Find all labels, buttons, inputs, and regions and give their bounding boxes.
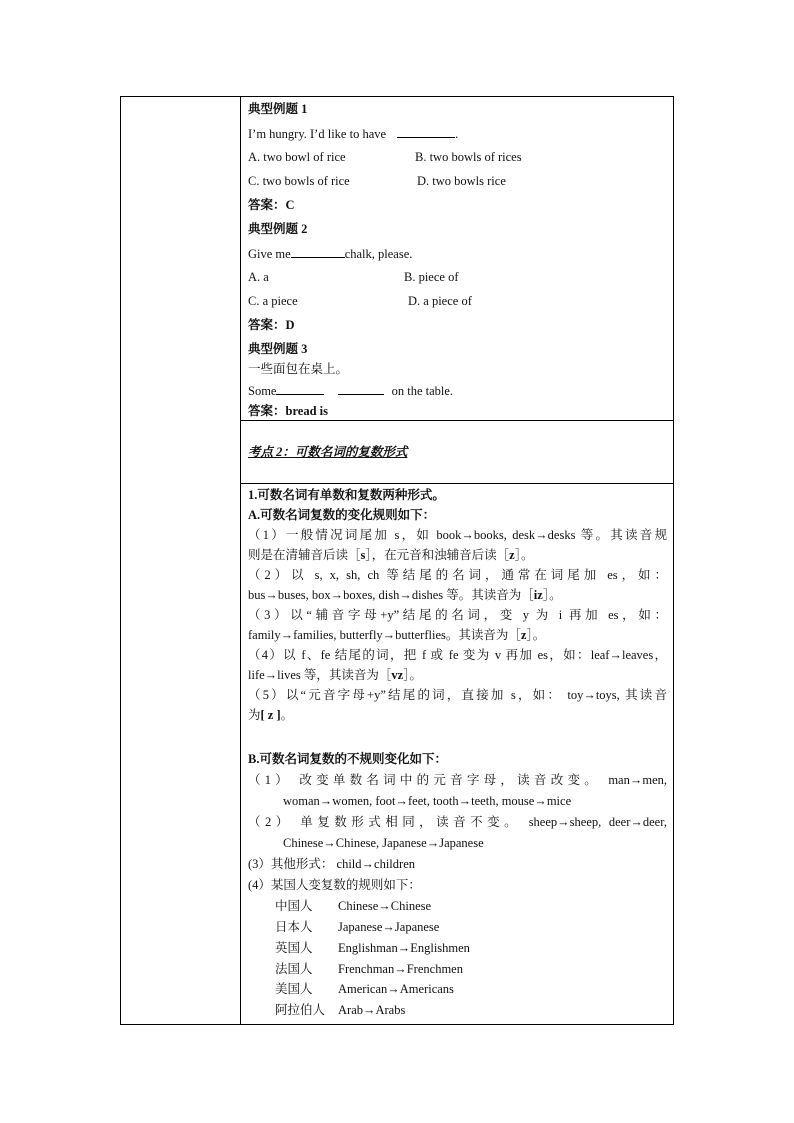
example-1-option-d: D. two bowls rice <box>417 174 506 188</box>
column-divider <box>240 97 241 1024</box>
rule-b3: (3）其他形式： child→children <box>248 857 415 871</box>
phonetic: iz <box>533 588 543 602</box>
rule-b2-line-2: Chinese→Chinese, Japanese→Japanese <box>283 836 484 850</box>
question-text: I’m hungry. I’d like to have <box>248 127 387 141</box>
answer-blank <box>397 125 455 138</box>
nationality-cn: 日本人 <box>275 920 313 934</box>
text: ］。 <box>403 668 422 682</box>
nationality-cn: 英国人 <box>275 941 313 955</box>
question-text-end: chalk, please. <box>344 247 413 261</box>
example-3-question <box>248 382 453 399</box>
example-2-option-a: A. a <box>248 270 269 284</box>
rule-a2-line-2 <box>248 587 562 603</box>
example-1-option-b: B. two bowls of rices <box>415 150 522 164</box>
topic-cell <box>248 420 667 483</box>
text: ］。 <box>514 548 534 562</box>
rule-a1-line-1: （1）一般情况词尾加 s，如 book→books, desk→desks 等。其读音规 <box>248 528 667 542</box>
nationality-cn: 美国人 <box>275 982 313 996</box>
nationality-en: Chinese→Chinese <box>338 899 432 913</box>
answer-blank-2 <box>338 382 384 395</box>
phonetic: [ z ] <box>260 708 281 722</box>
rule-a3-line-1: （3）以“辅音字母+y”结尾的名词，变 y 为 i 再加 es，如： <box>248 608 667 622</box>
example-3-title: 典型例题 3 <box>248 342 308 356</box>
rule-b1-line-2: woman→women, foot→feet, tooth→teeth, mouse→mice <box>283 794 572 808</box>
nationality-en: Englishman→Englishmen <box>338 941 470 955</box>
nationality-en: Frenchman→Frenchmen <box>338 962 463 976</box>
examples-cell <box>248 97 667 420</box>
example-3-chinese: 一些面包在桌上。 <box>248 362 349 376</box>
answer-blank-1 <box>276 382 324 395</box>
example-2-option-d: D. a piece of <box>408 294 472 308</box>
rules-a-heading: A.可数名词复数的变化规则如下： <box>248 508 436 522</box>
question-text: Some <box>248 384 277 398</box>
rule-a2-line-1: （2）以 s, x, sh, ch 等结尾的名词，通常在词尾加 es，如： <box>248 568 667 582</box>
nationality-cn: 阿拉伯人 <box>275 1003 326 1017</box>
phonetic: vz <box>391 668 404 682</box>
question-punct: . <box>455 127 459 141</box>
nationality-cn: 中国人 <box>275 899 313 913</box>
example-1-answer: 答案：C <box>248 198 295 212</box>
rule-a4-line-1: （4）以 f、fe 结尾的词，把 f 或 fe 变为 v 再加 es，如：leaf→leaves， <box>248 648 667 662</box>
example-2-title: 典型例题 2 <box>248 222 308 236</box>
nationality-en: Arab→Arabs <box>338 1003 406 1017</box>
rule-a5-line-2 <box>248 707 293 723</box>
example-1-option-a: A. two bowl of rice <box>248 150 346 164</box>
example-1-title: 典型例题 1 <box>248 102 308 116</box>
rule-a1-line-2 <box>248 547 533 563</box>
nationality-cn: 法国人 <box>275 962 313 976</box>
topic-heading: 考点 2：可数名词的复数形式 <box>248 445 408 459</box>
rule-b4: (4）某国人变复数的规则如下： <box>248 878 421 892</box>
rules-intro: 1.可数名词有单数和复数两种形式。 <box>248 488 445 502</box>
answer-blank <box>291 245 345 258</box>
question-text: Give me <box>248 247 291 261</box>
text: 。 <box>280 708 294 722</box>
example-3-answer: 答案：bread is <box>248 404 328 418</box>
example-1-option-c: C. two bowls of rice <box>248 174 350 188</box>
nationality-en: Japanese→Japanese <box>338 920 440 934</box>
example-2-option-b: B. piece of <box>404 270 459 284</box>
text: 为 <box>248 708 261 722</box>
lesson-table <box>120 96 674 1025</box>
rule-a3-line-2 <box>248 627 545 643</box>
example-2-answer: 答案：D <box>248 318 295 332</box>
text: ］。 <box>526 628 546 642</box>
rules-b-heading: B.可数名词复数的不规则变化如下： <box>248 752 447 766</box>
rule-a4-line-2 <box>248 667 422 683</box>
text: ］。 <box>542 588 562 602</box>
text: bus→buses, box→boxes, dish→dishes 等。其读音为［ <box>248 588 534 602</box>
text: ］，在元音和浊辅音后读［ <box>365 548 510 562</box>
rule-b1-line-1: （1） 改变单数名词中的元音字母，读音改变。 man→men, <box>248 773 667 787</box>
example-1-question <box>248 125 458 142</box>
question-text-end: on the table. <box>391 384 454 398</box>
phonetic: s <box>360 548 366 562</box>
text: family→families, butterfly→butterflies。其读音为［ <box>248 628 521 642</box>
phonetic: z <box>509 548 515 562</box>
rule-b2-line-1: （2） 单复数形式相同，读音不变。 sheep→sheep, deer→deer, <box>248 815 667 829</box>
example-2-option-c: C. a piece <box>248 294 298 308</box>
text: life→lives 等，其读音为［ <box>248 668 392 682</box>
phonetic: z <box>520 628 527 642</box>
rules-cell <box>248 483 667 1024</box>
rule-a5-line-1: （5）以“元音字母+y”结尾的词，直接加 s，如： toy→toys, 其读音 <box>248 688 667 702</box>
example-2-question <box>248 245 412 262</box>
text: 则是在清辅音后读［ <box>248 548 361 562</box>
nationality-en: American→Americans <box>338 982 454 996</box>
